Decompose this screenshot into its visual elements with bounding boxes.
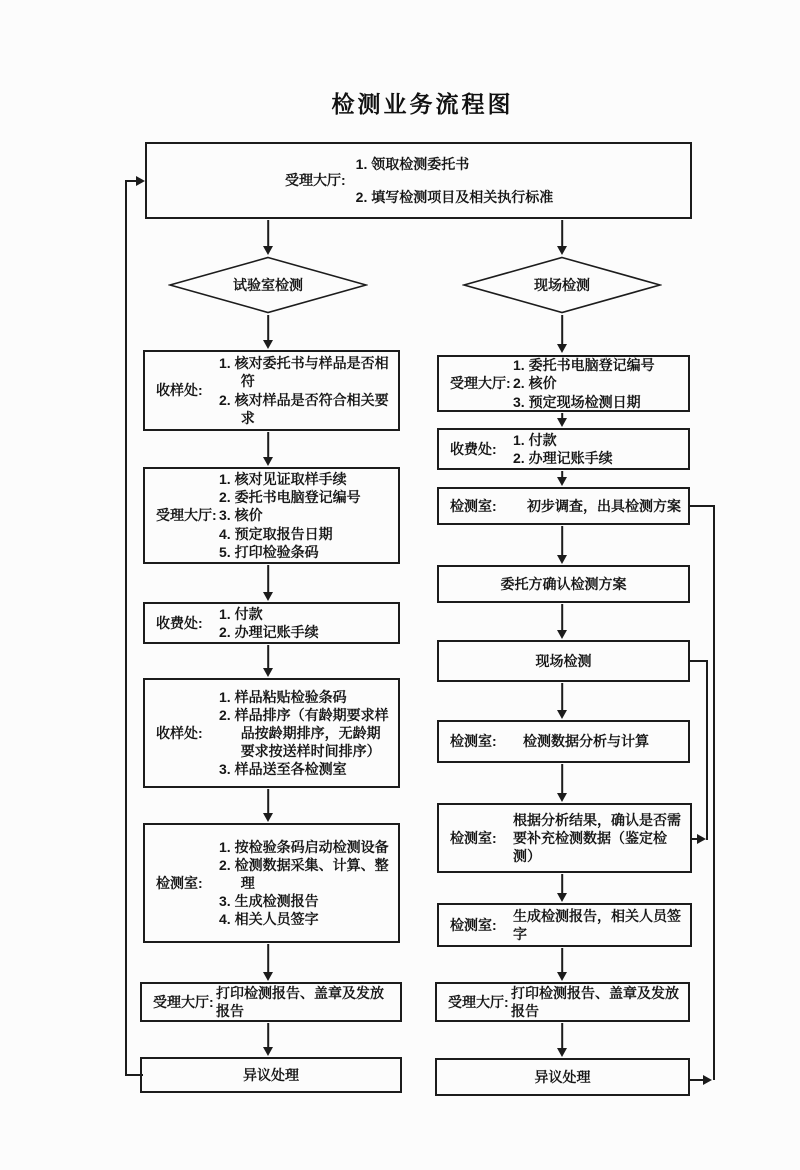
arrow-right-icon: [136, 176, 145, 186]
box-item: 2. 办理记账手续: [513, 450, 613, 466]
flow-box-sample-check: [143, 350, 400, 431]
arrow-down-icon: [262, 789, 274, 822]
arrow-down-icon: [556, 948, 568, 981]
arrow-down-icon: [262, 944, 274, 981]
arrow-down-icon: [262, 315, 274, 349]
decision-lab-testing: [168, 256, 368, 314]
flow-box-report-generate: [437, 903, 692, 947]
arrow-down-icon: [556, 874, 568, 902]
box-item: 3. 生成检测报告: [219, 893, 319, 910]
arrow-down-icon: [556, 220, 568, 255]
arrow-down-icon: [262, 220, 274, 255]
box-item: 3. 预定现场检测日期: [513, 393, 641, 410]
box-item: 1. 核对见证取样手续: [219, 471, 347, 488]
box-item: 2. 检测数据采集、计算、整理: [219, 856, 389, 891]
box-item: 1. 按检验条码启动检测设备: [219, 838, 389, 855]
connector-right-loopA-top: [690, 505, 714, 507]
connector-right-loopB-vertical: [706, 660, 708, 840]
flow-box-payment-left: [143, 602, 400, 644]
flow-box-lab-testing: [143, 823, 400, 943]
flow-box-supplement-check: [437, 803, 692, 873]
box-item: 3. 样品送至各检测室: [219, 761, 347, 778]
box-item: 1. 付款: [513, 431, 557, 448]
box-label: 检测室:: [450, 829, 497, 846]
flow-box-reception-register-left: [143, 467, 400, 564]
flow-box-data-analysis: [437, 720, 690, 763]
flow-box-report-issue-right: [435, 982, 690, 1022]
arrow-down-icon: [556, 1023, 568, 1057]
arrow-down-icon: [556, 683, 568, 719]
box-text: 现场检测: [535, 652, 592, 669]
arrow-down-icon: [556, 526, 568, 564]
box-item: 1. 付款: [219, 605, 263, 622]
connector-right-loopA-vertical: [713, 505, 715, 1080]
arrow-down-icon: [262, 565, 274, 601]
arrow-down-icon: [556, 315, 568, 353]
box-item: 4. 预定取报告日期: [219, 525, 333, 542]
box-item: 2. 填写检测项目及相关执行标准: [355, 189, 554, 205]
connector-right-loopA-bottom: [690, 1079, 703, 1081]
box-label: 受理大厅:: [153, 993, 214, 1010]
arrow-down-icon: [556, 413, 568, 427]
box-text: 异议处理: [243, 1066, 299, 1083]
box-item: 初步调查，出具检测方案: [527, 497, 681, 514]
box-item: 2. 核价: [513, 375, 557, 392]
flow-box-report-issue-left: [140, 982, 402, 1022]
diamond-label: 试验室检测: [233, 277, 303, 293]
box-item: 1. 样品粘贴检验条码: [219, 688, 347, 705]
box-label: 收样处:: [156, 724, 203, 741]
box-label: 受理大厅:: [448, 993, 509, 1010]
box-item: 生成检测报告，相关人员签字: [513, 907, 681, 942]
box-label: 受理大厅:: [285, 172, 346, 189]
box-item: 检测数据分析与计算: [523, 733, 649, 750]
box-label: 收费处:: [450, 440, 497, 457]
arrow-down-icon: [556, 604, 568, 639]
arrow-down-icon: [262, 432, 274, 466]
flow-box-reception-start: [145, 142, 692, 219]
flow-box-sample-sorting: [143, 678, 400, 788]
box-item: 2. 样品排序（有龄期要求样品按龄期排序，无龄期要求按送样时间排序）: [219, 706, 389, 760]
box-label: 检测室:: [156, 874, 203, 891]
box-label: 受理大厅:: [156, 507, 217, 524]
arrow-right-icon: [703, 1075, 712, 1085]
box-item: 打印检测报告、盖章及发放报告: [216, 984, 384, 1019]
box-text: 异议处理: [534, 1068, 591, 1085]
flow-box-onsite-testing: [437, 640, 690, 682]
connector-left-loop-vertical: [125, 180, 127, 1074]
box-item: 3. 核价: [219, 507, 263, 524]
box-text: 委托方确认检测方案: [500, 575, 627, 592]
connector-right-loopB-top: [690, 660, 707, 662]
box-item: 1. 委托书电脑登记编号: [513, 357, 655, 374]
box-label: 检测室:: [450, 497, 497, 514]
box-label: 受理大厅:: [450, 375, 511, 392]
box-label: 收样处:: [156, 382, 203, 399]
box-item: 4. 相关人员签字: [219, 911, 319, 928]
flow-box-reception-register-right: [437, 355, 690, 412]
box-item: 1. 领取检测委托书: [355, 155, 470, 172]
box-label: 检测室:: [450, 733, 497, 750]
flow-box-preliminary-survey: [437, 487, 690, 525]
box-item: 5. 打印检验条码: [219, 543, 319, 560]
box-item: 2. 办理记账手续: [219, 624, 319, 640]
box-item: 2. 核对样品是否符合相关要求: [219, 391, 389, 426]
flow-box-dispute-left: [140, 1057, 402, 1093]
arrow-down-icon: [556, 471, 568, 486]
box-item: 2. 委托书电脑登记编号: [219, 489, 361, 506]
box-label: 检测室:: [450, 916, 497, 933]
page-title: 检测业务流程图: [331, 91, 514, 117]
diamond-label: 现场检测: [534, 277, 590, 293]
flow-box-dispute-right: [435, 1058, 690, 1096]
box-item: 1. 核对委托书与样品是否相符: [219, 355, 389, 390]
box-label: 收费处:: [156, 614, 203, 631]
arrow-down-icon: [556, 764, 568, 802]
arrow-down-icon: [262, 1023, 274, 1056]
flow-box-client-confirm: [437, 565, 690, 603]
flow-box-payment-right: [437, 428, 690, 470]
arrow-right-icon: [697, 834, 706, 844]
arrow-down-icon: [262, 645, 274, 677]
connector-left-loop-bottom: [125, 1074, 143, 1076]
box-item: 打印检测报告、盖章及发放报告: [511, 984, 679, 1019]
box-item: 根据分析结果，确认是否需要补充检测数据（鉴定检测）: [513, 811, 681, 865]
decision-onsite-testing: [462, 256, 662, 314]
